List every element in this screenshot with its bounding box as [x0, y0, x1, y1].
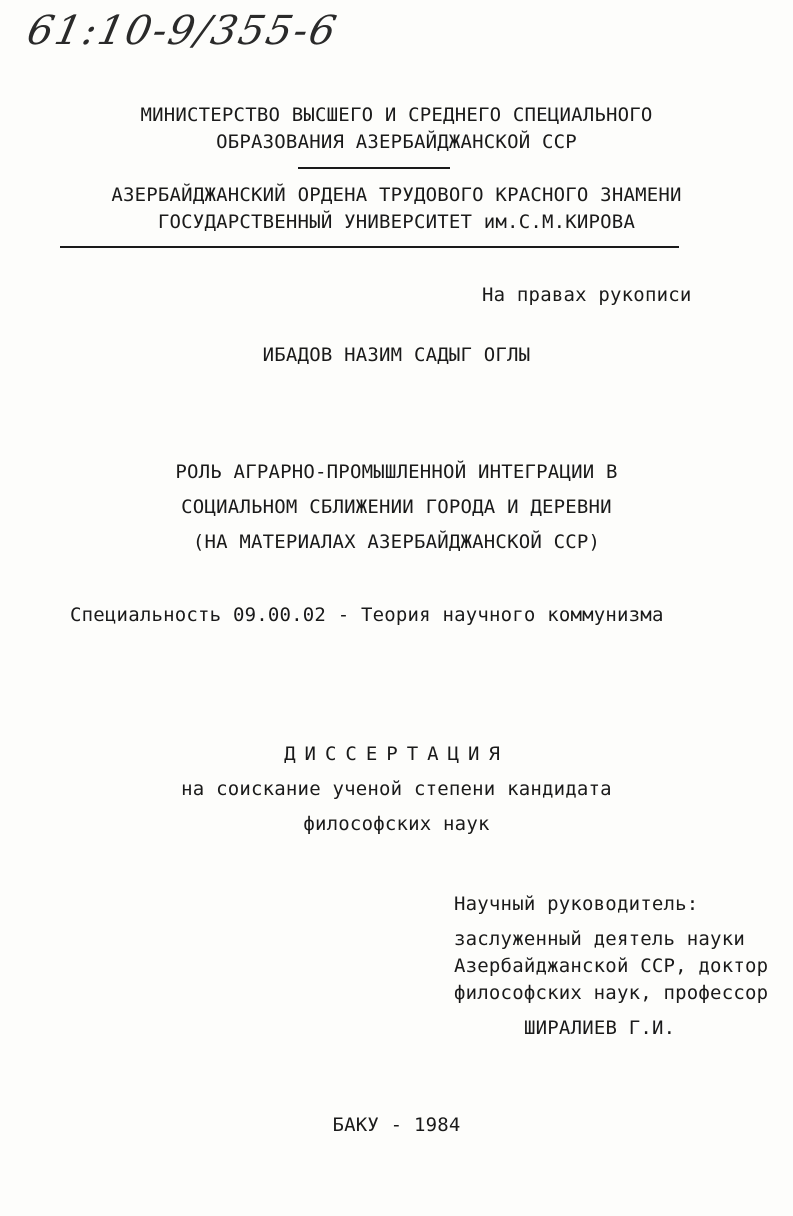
- title-line-1: РОЛЬ АГРАРНО-ПРОМЫШЛЕННОЙ ИНТЕГРАЦИИ В: [175, 461, 618, 483]
- author-name: ИБАДОВ НАЗИМ САДЫГ ОГЛЫ: [262, 344, 531, 366]
- university-line-1: АЗЕРБАЙДЖАНСКИЙ ОРДЕНА ТРУДОВОГО КРАСНОГО ЗНАМЕНИ: [111, 184, 682, 206]
- advisor-line-1: заслуженный деятель науки: [454, 928, 745, 950]
- dissertation-line-2: философских наук: [303, 813, 490, 835]
- handwritten-catalog-number: 61:10-9/355-6: [23, 8, 342, 54]
- advisor-line-2: Азербайджанской ССР, доктор: [454, 955, 769, 977]
- title-line-2: СОЦИАЛЬНОМ СБЛИЖЕНИИ ГОРОДА И ДЕРЕВНИ: [181, 496, 612, 518]
- city-year: БАКУ - 1984: [332, 1114, 461, 1136]
- title-line-3: (НА МАТЕРИАЛАХ АЗЕРБАЙДЖАНСКОЙ ССР): [192, 531, 601, 553]
- long-divider: [60, 246, 679, 248]
- ministry-line-1: МИНИСТЕРСТВО ВЫСШЕГО И СРЕДНЕГО СПЕЦИАЛЬНОГО: [140, 104, 653, 126]
- advisor-label: Научный руководитель:: [454, 893, 699, 915]
- dissertation-heading: ДИССЕРТАЦИЯ: [284, 743, 509, 765]
- advisor-line-3: философских наук, профессор: [454, 982, 769, 1004]
- short-divider: [298, 167, 450, 169]
- manuscript-note: На правах рукописи: [482, 284, 692, 306]
- advisor-name: ШИРАЛИЕВ Г.И.: [524, 1017, 676, 1039]
- university-line-2: ГОСУДАРСТВЕННЫЙ УНИВЕРСИТЕТ им.С.М.КИРОВА: [157, 211, 636, 233]
- specialty: Специальность 09.00.02 - Теория научного коммунизма: [70, 604, 664, 626]
- dissertation-line-1: на соискание ученой степени кандидата: [181, 778, 612, 800]
- ministry-line-2: ОБРАЗОВАНИЯ АЗЕРБАЙДЖАНСКОЙ ССР: [216, 131, 577, 153]
